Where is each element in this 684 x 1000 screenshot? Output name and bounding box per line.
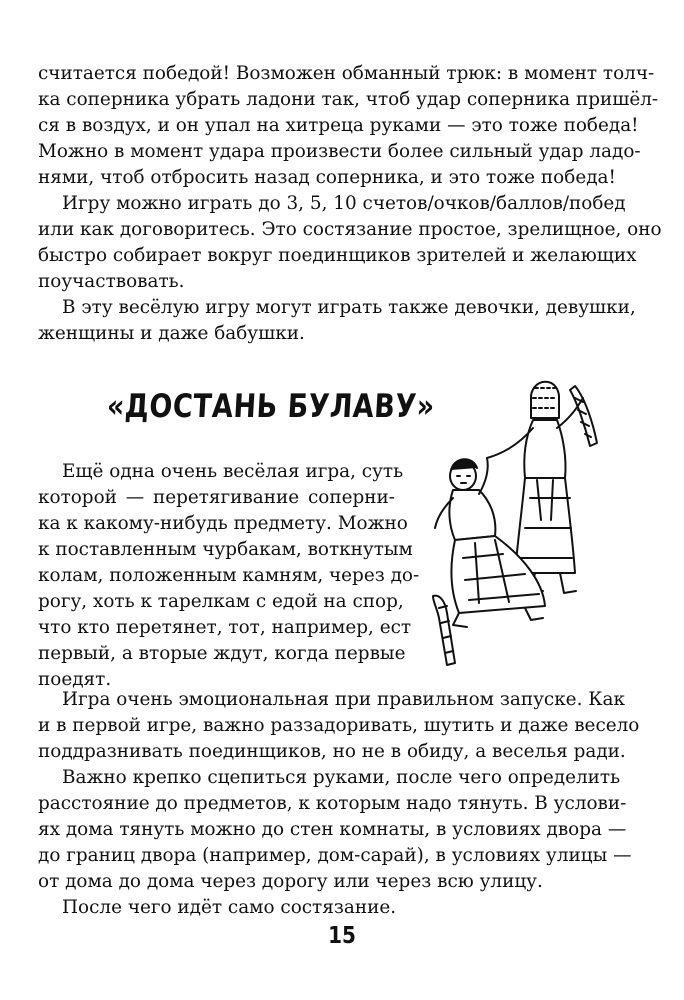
text-line: ка к какому-нибудь предмету. Можно	[38, 513, 408, 534]
text-line: поедят.	[38, 669, 112, 690]
text-line: ях дома тянуть можно до стен комнаты, в условиях двора —	[38, 819, 627, 840]
text-line: После чего идёт само состязание.	[62, 897, 397, 918]
text-line: что кто перетянет, тот, например, ест	[38, 617, 412, 638]
text-line: Можно в момент удара произвести более сильный удар ладо-	[38, 141, 641, 162]
text-line: ка соперника убрать ладони так, чтоб удар соперника пришёл-	[38, 89, 659, 110]
text-line: Важно крепко сцепиться руками, после чего определить	[62, 767, 621, 788]
text-line: колам, положенным камням, через до-	[38, 565, 420, 586]
text-line: нями, чтоб отбросить назад соперника, и это тоже победа!	[38, 167, 616, 188]
text-line: Ещё одна очень весёлая игра, суть	[62, 461, 404, 482]
text-line: до границ двора (например, дом-сарай), в условиях улицы —	[38, 845, 632, 866]
page-number: 15	[328, 921, 356, 949]
text-line: или как договоритесь. Это состязание простое, зрелищное, оно	[38, 219, 662, 240]
section-heading: «ДОСТАНЬ БУЛАВУ»	[105, 388, 436, 426]
text-line: поддразнивать поединщиков, но не в обиду, а веселья ради.	[38, 741, 626, 762]
text-line: расстояние до предметов, к которым надо тянуть. В услови-	[38, 793, 627, 814]
text-line: В эту весёлую игру могут играть также девочки, девушки,	[62, 297, 636, 318]
text-line: и в первой игре, важно раззадоривать, шутить и даже весело	[38, 715, 640, 736]
text-line: быстро собирает вокруг поединщиков зрителей и желающих	[38, 245, 637, 266]
text-line: считается победой! Возможен обманный трюк: в момент толч-	[38, 63, 655, 84]
text-line: поучаствовать.	[38, 271, 185, 292]
text-line: к поставленным чурбакам, воткнутым	[38, 539, 413, 560]
text-line: ся в воздух, и он упал на хитреца руками — это тоже победа!	[38, 115, 639, 136]
text-line: первый, а вторые ждут, когда первые	[38, 643, 406, 664]
text-line: от дома до дома через дорогу или через всю улицу.	[38, 871, 543, 892]
text-line: рогу, хоть к тарелкам с едой на спор,	[38, 591, 404, 612]
tug-illustration	[425, 368, 615, 668]
text-line: женщины и даже бабушки.	[38, 323, 305, 344]
text-line: Игру можно играть до 3, 5, 10 счетов/очков/баллов/побед	[62, 193, 626, 214]
text-line: Игра очень эмоциональная при правильном запуске. Как	[62, 689, 625, 710]
text-line: которой — перетягивание соперни-	[38, 487, 395, 508]
